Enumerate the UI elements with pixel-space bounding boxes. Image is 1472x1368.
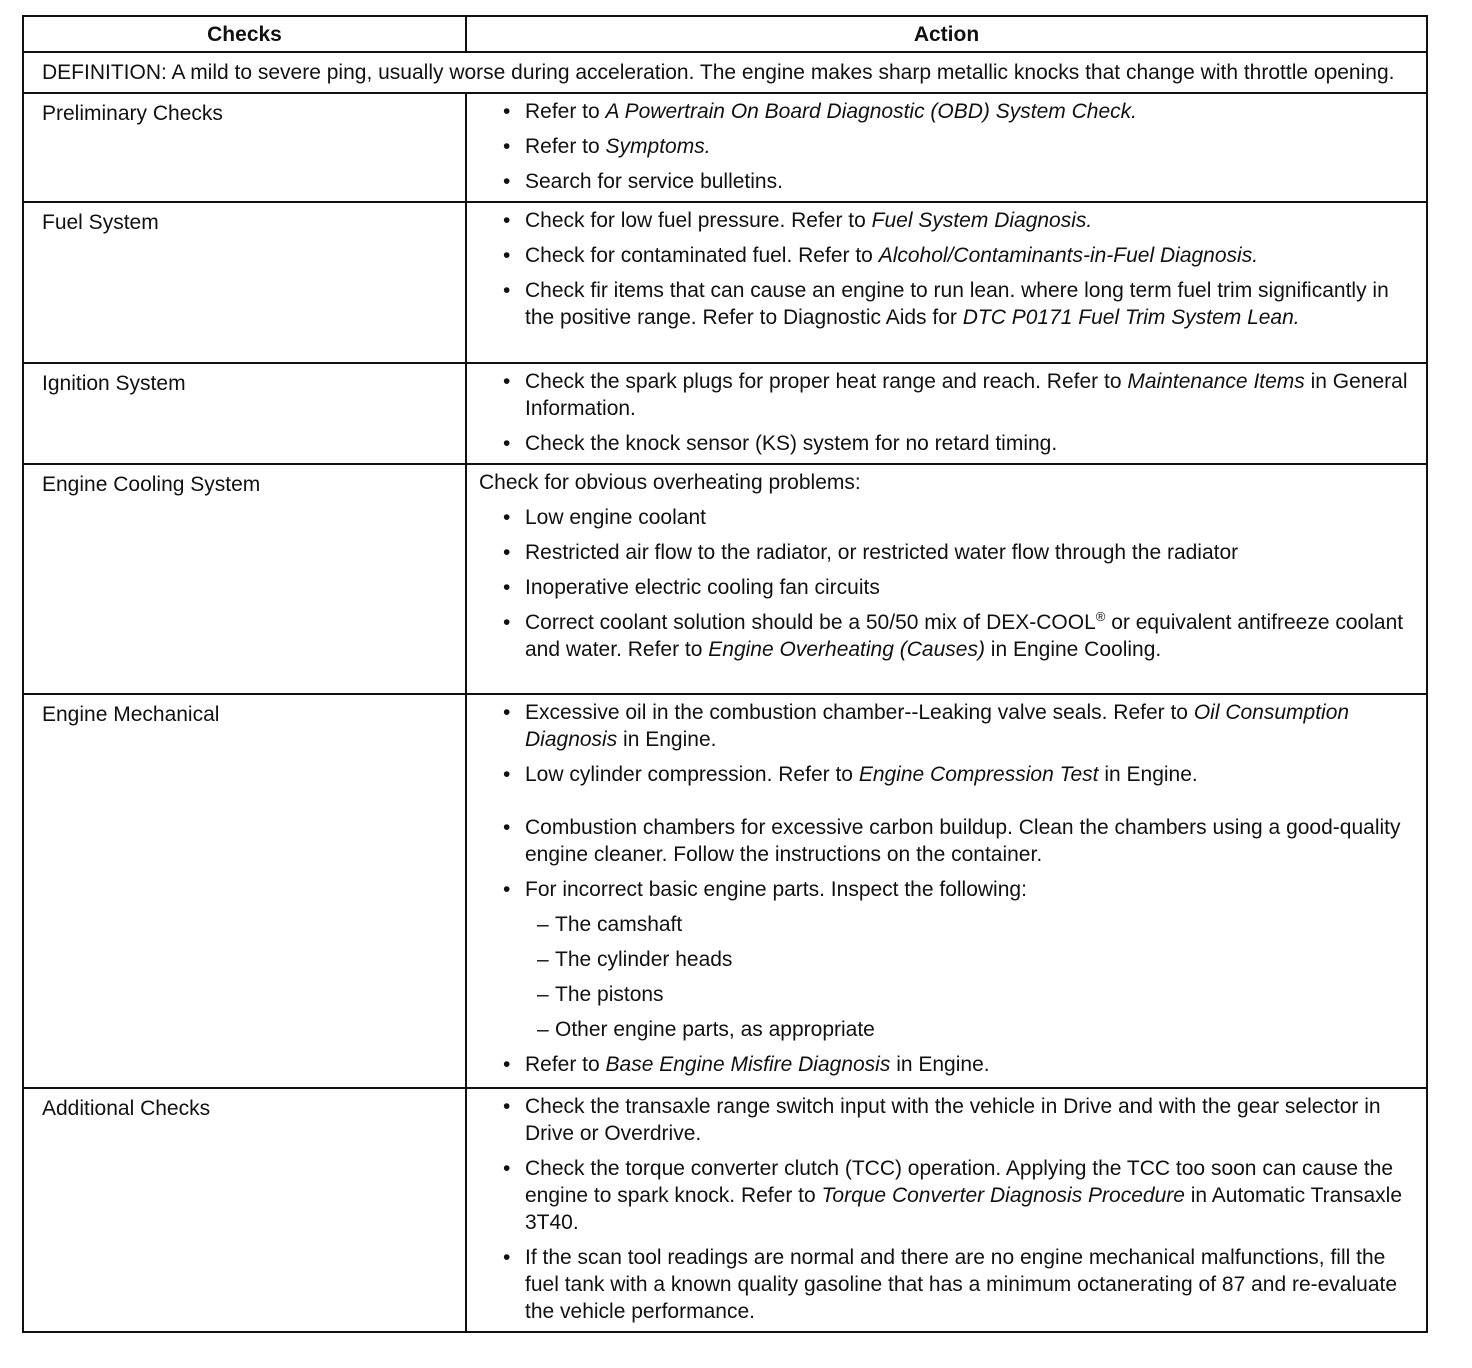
list-item xyxy=(479,609,1410,663)
item-text: in Engine. xyxy=(890,1053,990,1076)
definition-row xyxy=(23,52,1427,93)
row-label-preliminary: Preliminary Checks xyxy=(23,93,466,202)
definition-text: DEFINITION: A mild to severe ping, usually worse during acceleration. The engine makes sharp metallic knocks that change with throttle opening. xyxy=(23,52,1427,93)
item-text: Refer to xyxy=(525,1053,606,1076)
bullet-icon: • xyxy=(503,209,511,232)
item-text: Combustion chambers for excessive carbon buildup. Clean the chambers using a good-quality engine cleaner. Follow the instructions on the container. xyxy=(525,816,1401,866)
cooling-intro: Check for obvious overheating problems: xyxy=(479,471,861,494)
reference-link: DTC P0171 Fuel Trim System Lean. xyxy=(962,306,1300,329)
bullet-icon: • xyxy=(503,701,511,724)
bullet-icon: • xyxy=(503,100,511,123)
sub-list xyxy=(525,911,1410,1043)
bullet-icon: • xyxy=(503,763,511,786)
sub-list-item xyxy=(525,1016,1410,1043)
list-item xyxy=(479,168,1410,195)
item-text: The camshaft xyxy=(555,913,683,936)
row-label-additional: Additional Checks xyxy=(23,1088,466,1332)
bullet-icon: • xyxy=(503,816,511,839)
registered-mark: ® xyxy=(1095,609,1106,624)
item-text: Excessive oil in the combustion chamber--Leaking valve seals. Refer to xyxy=(525,701,1194,724)
item-text: Check the transaxle range switch input with the vehicle in Drive and with the gear selector in Drive or Overdrive. xyxy=(525,1095,1381,1145)
bullet-icon: • xyxy=(503,1157,511,1180)
item-text: Refer to xyxy=(525,100,606,123)
item-text: in Engine. xyxy=(617,728,717,751)
list-item xyxy=(479,539,1410,566)
list-item xyxy=(479,814,1410,868)
bullet-icon: • xyxy=(503,611,511,634)
list-item xyxy=(479,1093,1410,1147)
list-item xyxy=(479,368,1410,422)
item-text: Check for contaminated fuel. Refer to xyxy=(525,244,879,267)
list-item xyxy=(479,1051,1410,1078)
row-label-mechanical: Engine Mechanical xyxy=(23,694,466,1088)
list-item xyxy=(479,98,1410,125)
reference-link: Engine Overheating (Causes) xyxy=(708,638,985,661)
bullet-icon: • xyxy=(503,244,511,267)
reference-link: Torque Converter Diagnosis Procedure xyxy=(821,1184,1185,1207)
bullet-icon: • xyxy=(503,135,511,158)
item-text: Restricted air flow to the radiator, or restricted water flow through the radiator xyxy=(525,541,1239,564)
reference-link: Base Engine Misfire Diagnosis xyxy=(605,1053,891,1076)
item-text: The cylinder heads xyxy=(555,948,733,971)
item-text: Low engine coolant xyxy=(525,506,706,529)
list-item xyxy=(479,876,1410,1043)
bullet-icon: • xyxy=(503,279,511,302)
row-actions-preliminary xyxy=(466,93,1427,202)
bullet-icon: • xyxy=(503,432,511,455)
row-actions-additional xyxy=(466,1088,1427,1332)
bullet-icon: • xyxy=(503,541,511,564)
sub-list-item xyxy=(525,946,1410,973)
reference-link: Alcohol/Contaminants-in-Fuel Diagnosis. xyxy=(878,244,1259,267)
header-checks: Checks xyxy=(23,16,466,52)
sub-list-item xyxy=(525,911,1410,938)
item-text: Check the spark plugs for proper heat range and reach. Refer to xyxy=(525,370,1128,393)
row-label-ignition: Ignition System xyxy=(23,363,466,464)
header-row xyxy=(23,16,1427,52)
list-item xyxy=(479,207,1410,234)
table-row xyxy=(23,464,1427,694)
bullet-icon: • xyxy=(503,370,511,393)
list-item xyxy=(479,504,1410,531)
row-label-cooling: Engine Cooling System xyxy=(23,464,466,694)
list-item xyxy=(479,699,1410,753)
item-text: Correct coolant solution should be a 50/50 mix of DEX-COOL xyxy=(525,611,1096,634)
reference-link: Symptoms. xyxy=(605,135,711,158)
table-row xyxy=(23,694,1427,1088)
item-text: in Automatic Transaxle 3T40. xyxy=(525,1184,1403,1234)
sub-list-item xyxy=(525,981,1410,1008)
dash-icon: – xyxy=(537,913,549,936)
reference-link: A Powertrain On Board Diagnostic (OBD) System Check. xyxy=(605,100,1137,123)
list-item xyxy=(479,761,1410,788)
item-text: in Engine. xyxy=(1098,763,1198,786)
table-row xyxy=(23,1088,1427,1332)
row-actions-ignition xyxy=(466,363,1427,464)
reference-link: Fuel System Diagnosis. xyxy=(871,209,1093,232)
bullet-icon: • xyxy=(503,1053,511,1076)
reference-link: Engine Compression Test xyxy=(858,763,1099,786)
bullet-icon: • xyxy=(503,506,511,529)
list-item xyxy=(479,1155,1410,1236)
dash-icon: – xyxy=(537,1018,549,1041)
dash-icon: – xyxy=(537,983,549,1006)
item-text: or equivalent antifreeze coolant and water. Refer to xyxy=(525,611,1404,661)
item-text: Check fir items that can cause an engine to run lean. where long term fuel trim significantly in the positive range. Refer to Diagnostic Aids for xyxy=(525,279,1389,329)
list-item xyxy=(479,277,1410,331)
item-text: Check the knock sensor (KS) system for no retard timing. xyxy=(525,432,1058,455)
item-text: in Engine Cooling. xyxy=(984,638,1162,661)
item-text: Other engine parts, as appropriate xyxy=(555,1018,875,1041)
dash-icon: – xyxy=(537,948,549,971)
bullet-icon: • xyxy=(503,1095,511,1118)
item-text: Check the torque converter clutch (TCC) operation. Applying the TCC too soon can cause the engine to spark knock. Refer to xyxy=(525,1157,1394,1207)
item-text: Inoperative electric cooling fan circuits xyxy=(525,576,880,599)
table-row xyxy=(23,363,1427,464)
bullet-icon: • xyxy=(503,1246,511,1269)
list-item xyxy=(479,430,1410,457)
reference-link: Maintenance Items xyxy=(1127,370,1305,393)
list-item xyxy=(479,133,1410,160)
reference-link: Oil Consumption Diagnosis xyxy=(525,701,1350,751)
row-actions-fuel xyxy=(466,202,1427,363)
bullet-icon: • xyxy=(503,170,511,193)
item-text: Refer to xyxy=(525,135,606,158)
item-text: in General Information. xyxy=(525,370,1408,420)
item-text: For incorrect basic engine parts. Inspect the following: xyxy=(525,878,1027,901)
header-action: Action xyxy=(466,16,1427,52)
row-label-fuel: Fuel System xyxy=(23,202,466,363)
item-text: Search for service bulletins. xyxy=(525,170,783,193)
item-text: Low cylinder compression. Refer to xyxy=(525,763,859,786)
item-text: The pistons xyxy=(555,983,664,1006)
diagnostic-table xyxy=(22,15,1428,1333)
item-text: Check for low fuel pressure. Refer to xyxy=(525,209,872,232)
bullet-icon: • xyxy=(503,878,511,901)
table-row xyxy=(23,93,1427,202)
item-text: If the scan tool readings are normal and there are no engine mechanical malfunctions, fill the fuel tank with a known quality gasoline that has a minimum octanerating of 87 and re-evaluate the vehicle performance. xyxy=(525,1246,1398,1323)
row-actions-mechanical xyxy=(466,694,1427,1088)
bullet-icon: • xyxy=(503,576,511,599)
row-actions-cooling xyxy=(466,464,1427,694)
list-item xyxy=(479,1244,1410,1325)
list-item xyxy=(479,574,1410,601)
list-item xyxy=(479,242,1410,269)
table-row xyxy=(23,202,1427,363)
